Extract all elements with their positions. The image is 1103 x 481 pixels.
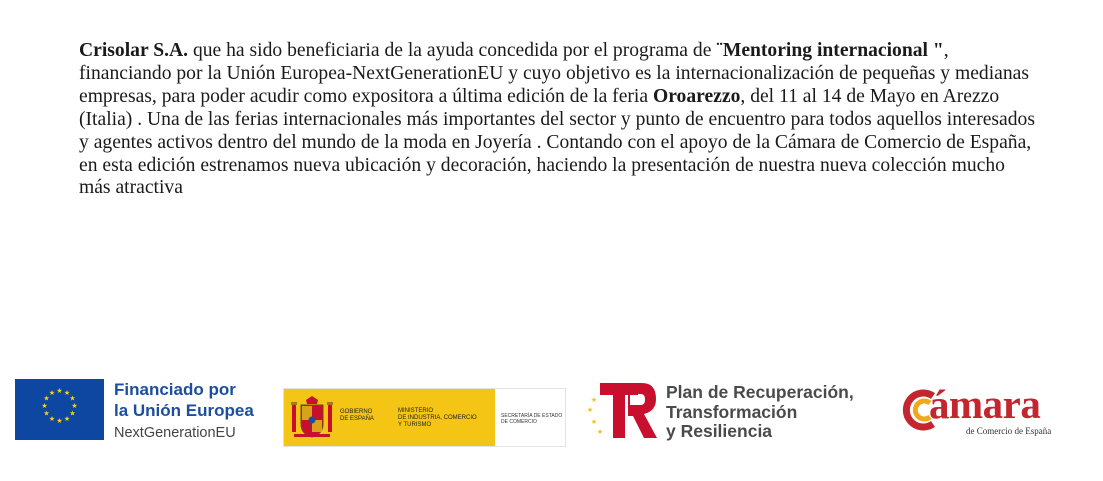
svg-text:★: ★	[43, 394, 50, 403]
svg-text:★: ★	[63, 389, 71, 397]
svg-text:★: ★	[71, 402, 78, 410]
camara-logo	[899, 381, 1084, 446]
eu-line-1: Financiado por	[114, 380, 236, 399]
paragraph-text-3: , del 11 al 14 de Mayo en Arezzo (Italia) . Una de las ferias internacionales más importantes del sector y punto de encuentro para todos aquellos interesados y agentes activos dentro del mundo de la moda en Joyería . Contando con el apoyo de la Cámara de Comercio de España, en esta edición estrenamos nueva ubicación y decoración, haciendo la presentación de nuestra nueva colección mucho más atractiva	[79, 85, 1035, 199]
ministerio-line-3: Y TURISMO	[398, 422, 432, 428]
eu-logo	[15, 379, 275, 441]
secretaria-line-1: SECRETARÍA DE ESTADO	[501, 413, 563, 419]
gobierno-text	[340, 409, 388, 423]
ministerio-line-2: DE INDUSTRIA, COMERCIO	[398, 415, 477, 421]
svg-text:★: ★	[586, 406, 594, 414]
svg-text:★: ★	[590, 396, 598, 404]
svg-text:★: ★	[596, 428, 604, 436]
secretaria-text	[501, 413, 565, 425]
camara-word: ámara	[929, 381, 1041, 427]
svg-text:★: ★	[590, 418, 598, 426]
paragraph-text-2: , financiando por la Unión Europea-NextGenerationEU y cuyo objetivo es la internacionalización de pequeñas y medianas empresas, para poder acudir como expositora a última edición de la feria	[79, 40, 1029, 107]
svg-text:★: ★	[63, 415, 71, 423]
svg-text:★: ★	[43, 409, 50, 418]
eu-line-2: la Unión Europea	[114, 401, 254, 420]
paragraph-text-1: que ha sido beneficiaria de la ayuda concedida por el programa de	[188, 40, 717, 61]
svg-text:★: ★	[56, 387, 63, 395]
prtr-line-3: y Resiliencia	[666, 421, 773, 441]
gobierno-logo	[283, 388, 566, 447]
svg-text:★: ★	[69, 394, 76, 403]
gobierno-line-1: GOBIERNO	[340, 409, 373, 415]
secretaria-line-2: DE COMERCIO	[501, 419, 537, 425]
svg-text:★: ★	[48, 415, 56, 423]
prtr-logo	[586, 380, 886, 444]
coat-of-arms-icon	[290, 394, 334, 440]
prtr-text	[666, 383, 854, 442]
body-paragraph	[79, 40, 1039, 200]
prtr-line-2: Transformación	[666, 401, 798, 422]
eu-text	[114, 379, 254, 444]
camara-subtitle: de Comercio de España	[966, 426, 1052, 436]
svg-text:★: ★	[48, 389, 56, 397]
prtr-line-1: Plan de Recuperación,	[666, 382, 854, 402]
svg-text:★: ★	[41, 402, 48, 410]
tr-monogram-icon	[586, 380, 661, 442]
eu-flag-icon	[15, 379, 104, 440]
program-name: ¨Mentoring internacional "	[716, 40, 944, 61]
ministerio-line-1: MINISTERIO	[398, 408, 434, 414]
company-name: Crisolar S.A.	[79, 40, 189, 61]
sponsor-logos	[0, 370, 1103, 460]
svg-text:★: ★	[69, 409, 76, 418]
eu-line-3: NextGenerationEU	[114, 425, 236, 441]
fair-name: Oroarezzo	[652, 85, 741, 107]
svg-text:★: ★	[56, 417, 63, 425]
ministerio-text	[398, 408, 492, 429]
gobierno-line-2: DE ESPAÑA	[340, 416, 374, 422]
